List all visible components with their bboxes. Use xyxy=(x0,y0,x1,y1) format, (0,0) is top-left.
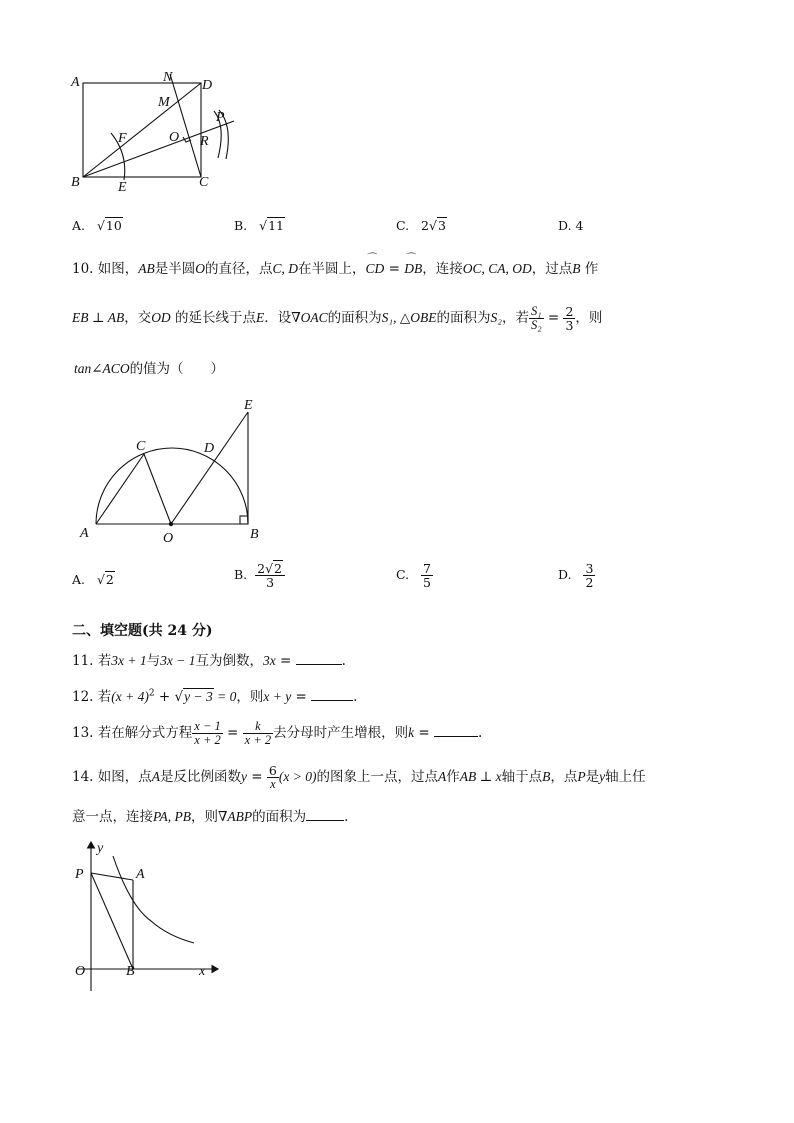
q10-right-angle-b xyxy=(240,516,248,524)
q10-label-d: D xyxy=(204,441,215,456)
q9-option-d: D. 4 xyxy=(558,218,584,233)
q14-label-x: x xyxy=(199,964,206,979)
q9-label-m: M xyxy=(158,95,170,110)
q14-label-p: P xyxy=(75,867,84,882)
q9-option-a: A. √10 xyxy=(72,218,122,233)
q10-line2: EB ⊥ AB，交OD 的延长线于点E．设∇OAC的面积为S₁, △OBE的面积为S₂，若 $\frac{\text{S₁}}{\text{S₂}}$ = $\frac{2}{3}$ ，则 xyxy=(72,304,603,334)
q10-option-b: B. $\frac{2√2}{3}$ xyxy=(234,562,285,589)
q9-label-d: D xyxy=(202,78,213,93)
q10-figure xyxy=(74,392,274,552)
q9-label-c: C xyxy=(199,175,209,190)
q9-option-c: C. 2√3 xyxy=(396,218,446,233)
q10-label-o: O xyxy=(163,531,174,546)
q14-function-fraction: $\frac{6}{x}$ xyxy=(268,763,277,792)
q10-value-fraction: $\frac{2}{3}$ xyxy=(565,304,574,334)
q9-label-p: P xyxy=(216,110,225,125)
q13-answer-blank[interactable] xyxy=(434,724,478,737)
q9-figure xyxy=(66,66,246,196)
q14-answer-blank[interactable] xyxy=(306,808,344,821)
q10-label-e: E xyxy=(244,398,253,413)
q14-line2: 意一点，连接PA, PB，则∇ABP的面积为 . xyxy=(72,809,349,825)
q9-line-nc xyxy=(170,74,201,177)
q10-label-b: B xyxy=(250,527,259,542)
q9-diagonal-bd xyxy=(83,83,201,177)
q9-label-o: O xyxy=(169,130,180,145)
q10-label-a: A xyxy=(80,526,89,541)
q10-option-c: C. $\frac{7}{5}$ xyxy=(396,561,431,591)
q9-label-b: B xyxy=(71,175,80,190)
q14-label-a: A xyxy=(136,867,145,882)
q9-label-a: A xyxy=(71,75,80,90)
q12-answer-blank[interactable] xyxy=(311,688,353,701)
q14-label-o: O xyxy=(75,964,86,979)
q9-label-r: R xyxy=(200,134,209,149)
q12: 12. 若$(x + 4)^2 + √y - 3 = 0$，则x + y = . xyxy=(72,688,358,705)
q14-segment-pa xyxy=(91,873,133,880)
q10-center-dot xyxy=(169,522,173,526)
q9-line-bp xyxy=(83,121,234,177)
q14-hyperbola xyxy=(113,856,194,943)
q13-fraction-right: $\frac{k}{x + 2}$ xyxy=(244,719,272,748)
q10-semicircle xyxy=(96,448,248,524)
q10-segment-oe xyxy=(171,412,248,524)
q10-option-a: A. √2 xyxy=(72,572,114,587)
q9-label-n: N xyxy=(163,70,173,85)
q9-label-e: E xyxy=(118,180,127,195)
q10-segment-ac xyxy=(96,454,144,524)
q10-line3: tan∠ACO的值为（ ） xyxy=(74,361,225,377)
q10-segment-co xyxy=(144,454,171,524)
q10-ratio-fraction: $\frac{\text{S₁}}{\text{S₂}}$ xyxy=(530,304,542,333)
q10-option-d: D. $\frac{3}{2}$ xyxy=(558,561,594,591)
q14-segment-pb xyxy=(91,873,133,969)
q13: 13. 若在解分式方程 $\frac{x - 1}{x + 2}$ = $\frac{k}{x + 2}$ 去分母时产生增根，则k = . xyxy=(72,719,483,748)
q14-label-y: y xyxy=(97,841,104,856)
q10-label-c: C xyxy=(136,439,146,454)
section-title-fill-in: 二、填空题(共 24 分) xyxy=(72,623,213,639)
q9-option-b: B. √11 xyxy=(234,218,284,233)
q9-label-f: F xyxy=(118,131,127,146)
q11: 11. 若3x + 1与3x − 1互为倒数，3x = . xyxy=(72,653,346,669)
q11-answer-blank[interactable] xyxy=(296,652,342,665)
q10-line1: 10. 如图，AB是半圆O的直径，点C, D在半圆上， ⌒ CD = ⌒ DB，连接OC, CA, OD，过点B 作 xyxy=(72,253,599,277)
q13-fraction-left: $\frac{x - 1}{x + 2}$ xyxy=(194,719,221,748)
q14-line1: 14. 如图，点A是反比例函数y = $\frac{6}{x}$ (x > 0)的图象上一点，过点A作AB ⊥ x轴于点B，点P是y轴上任 xyxy=(72,763,646,792)
q14-label-b: B xyxy=(126,964,135,979)
q14-figure xyxy=(68,836,228,996)
